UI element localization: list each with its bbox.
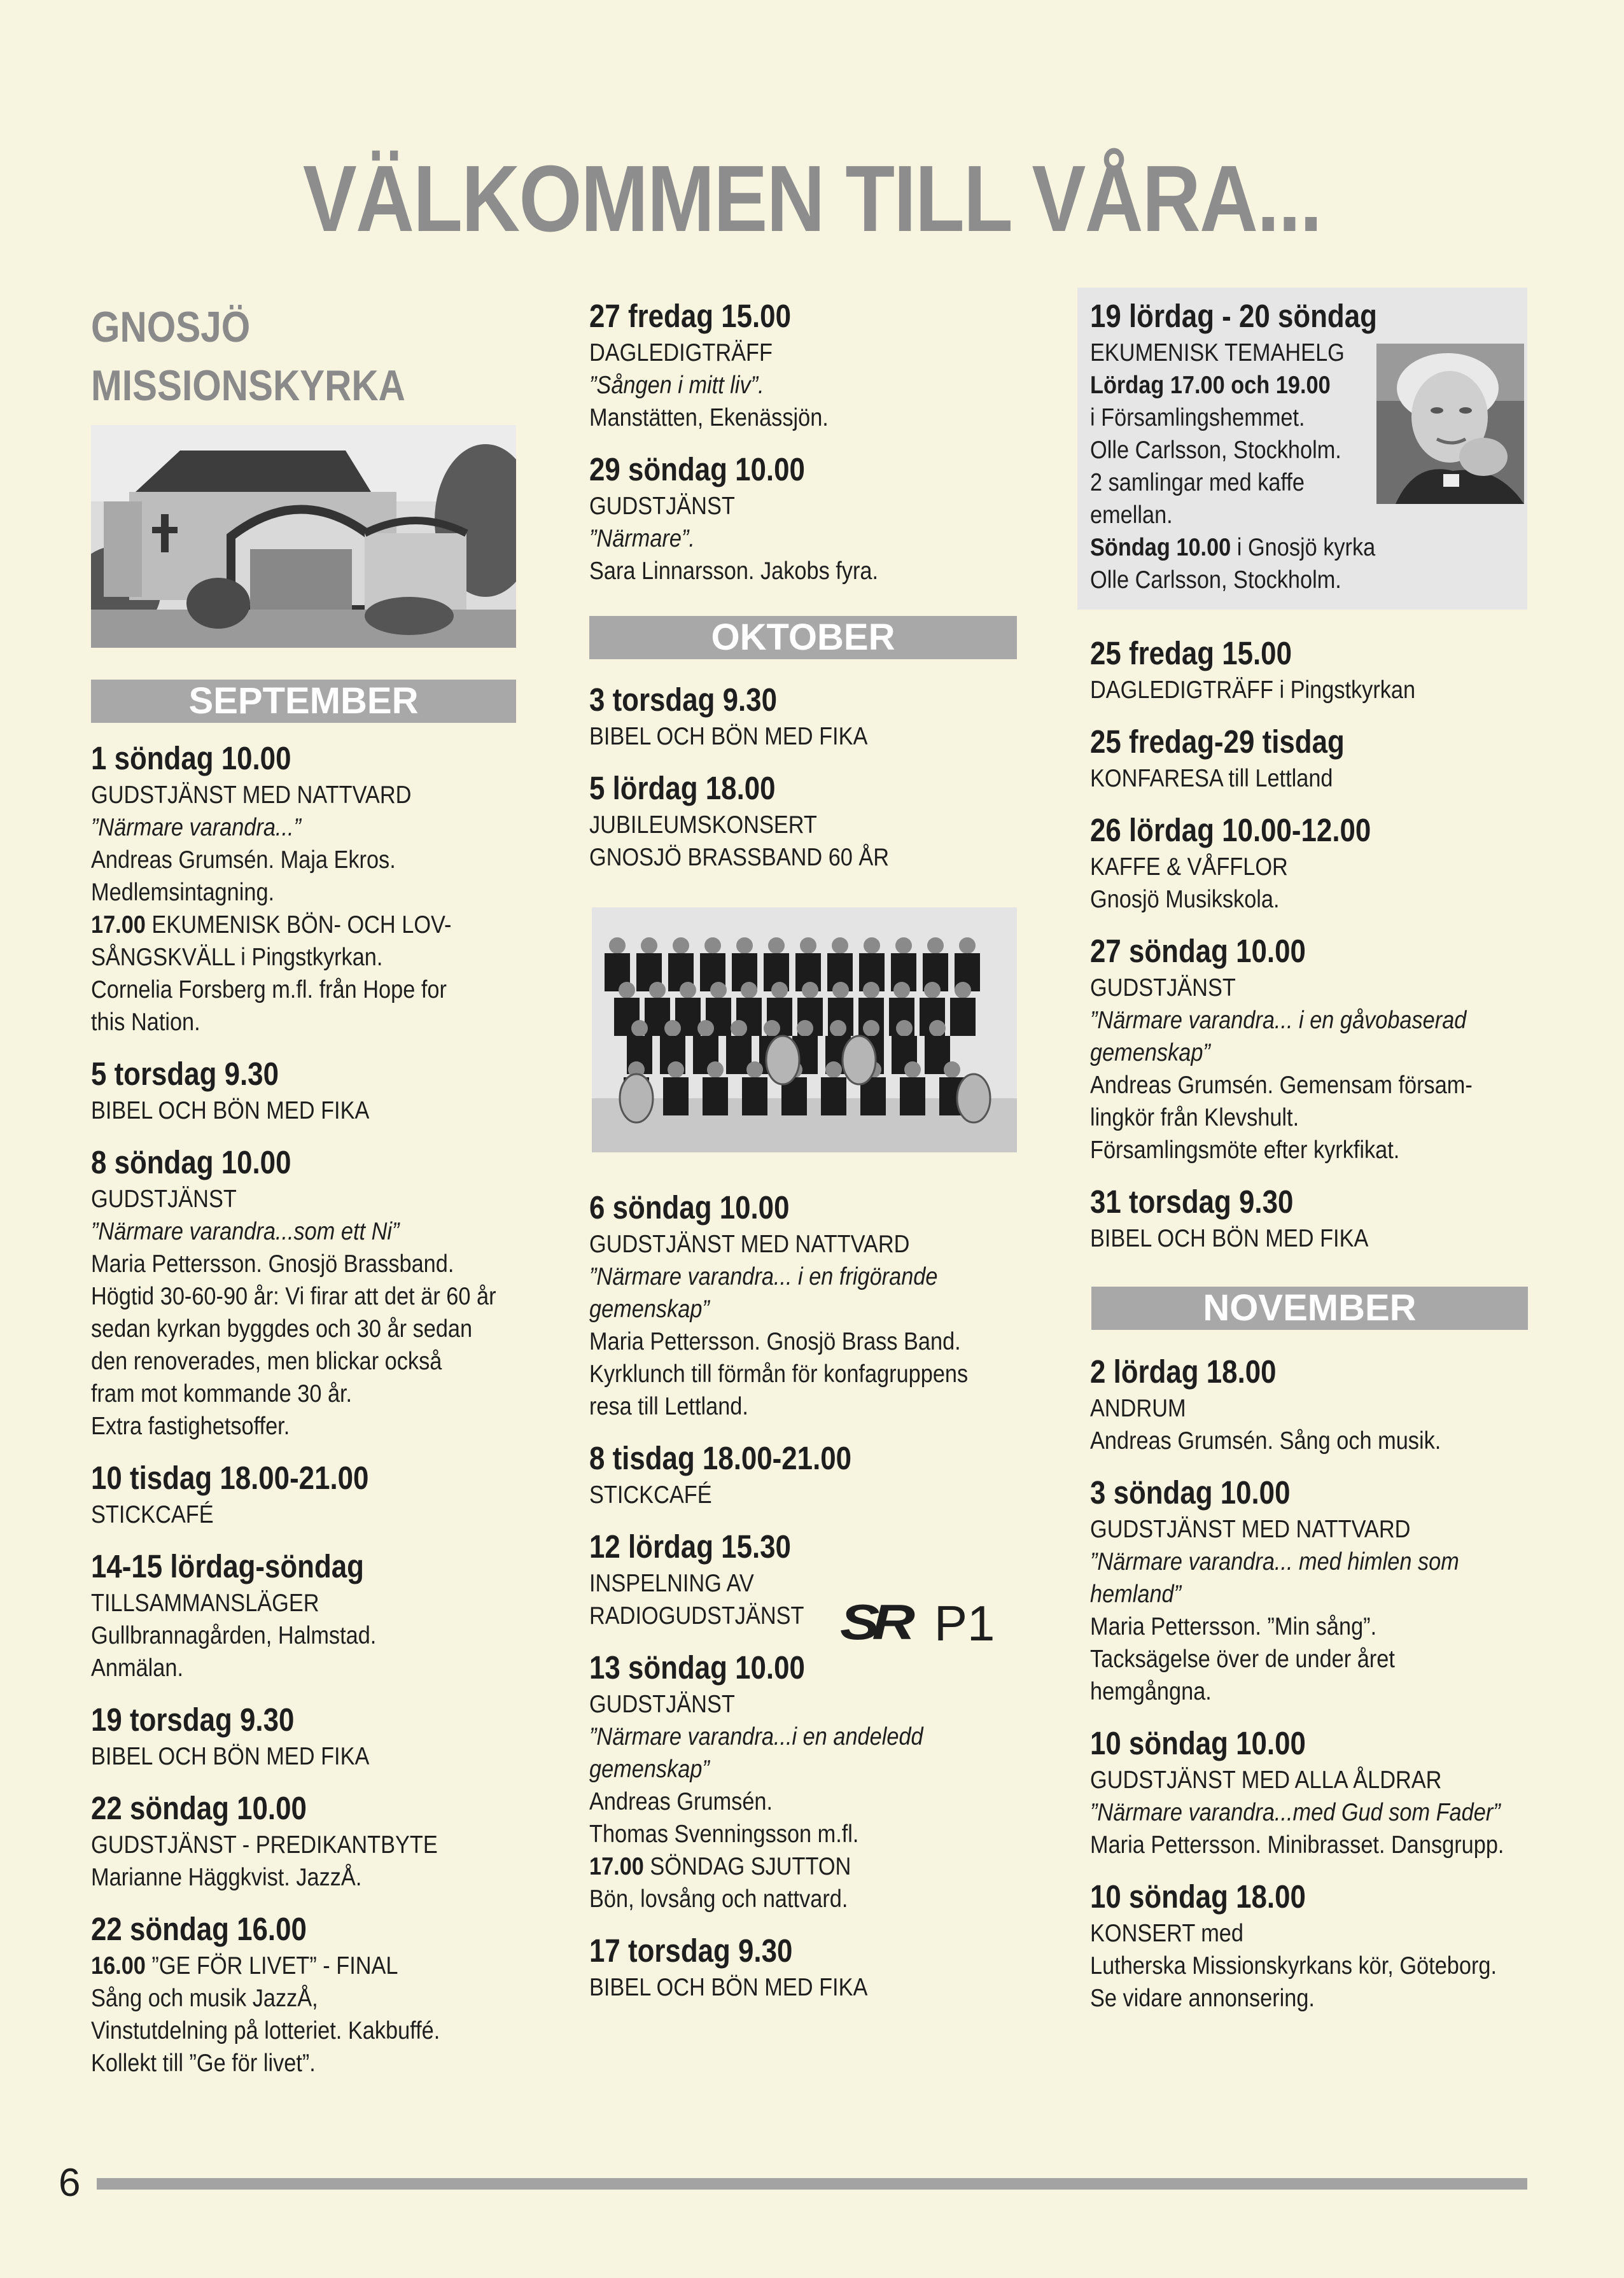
event-heading: 27 söndag 10.00 — [1090, 933, 1306, 969]
event-line — [589, 1479, 981, 1511]
event — [589, 449, 1035, 587]
event-line — [589, 490, 981, 522]
event-heading: 17 torsdag 9.30 — [589, 1932, 793, 1969]
event-text: ”Närmare varandra...i en andeledd — [589, 1723, 923, 1750]
event-text: DAGLEDIGTRÄFF — [589, 339, 773, 367]
event-text: Olle Carlsson, Stockholm. — [1090, 437, 1341, 464]
event-line — [589, 555, 981, 587]
event-line — [91, 1094, 494, 1127]
event-heading: 1 söndag 10.00 — [91, 740, 291, 776]
event-text: Se vidare annonsering. — [1090, 1985, 1315, 2012]
event-text: GUDSTJÄNST - PREDIKANTBYTE — [91, 1831, 438, 1859]
event-line — [589, 1721, 981, 1753]
event-line — [91, 1982, 494, 2015]
event-text: hemland” — [1090, 1581, 1182, 1608]
event-line — [589, 402, 981, 434]
event-text: Sara Linnarsson. Jakobs fyra. — [589, 557, 879, 585]
event-heading: 31 torsdag 9.30 — [1090, 1184, 1294, 1220]
event-heading: 25 fredag 15.00 — [1090, 635, 1292, 671]
event-text: GUDSTJÄNST — [1090, 974, 1236, 1002]
event — [91, 1458, 549, 1531]
event — [1090, 1723, 1536, 1861]
event-line — [589, 809, 981, 841]
event-line — [1090, 883, 1482, 916]
event-text: Gullbrannagården, Halmstad. — [91, 1622, 377, 1649]
event-line — [589, 841, 981, 874]
event-line — [1090, 972, 1482, 1004]
event — [91, 738, 549, 1038]
event-line — [91, 909, 494, 941]
event-line — [589, 1390, 981, 1423]
event-text: TILLSAMMANSLÄGER — [91, 1590, 319, 1617]
event-text: KAFFE & VÅFFLOR — [1090, 853, 1288, 881]
event-text: BIBEL OCH BÖN MED FIKA — [91, 1743, 370, 1770]
event-line — [589, 1850, 981, 1883]
event-text: this Nation. — [91, 1009, 200, 1036]
event-line — [1090, 1764, 1482, 1796]
event-line — [91, 974, 494, 1006]
event — [1090, 1472, 1536, 1708]
event-line — [1090, 337, 1404, 369]
event-text: Gnosjö Musikskola. — [1090, 886, 1280, 913]
event-text: Högtid 30-60-90 år: Vi firar att det är 60 år — [91, 1283, 496, 1310]
event-line — [91, 941, 494, 974]
event-line — [1090, 1829, 1504, 1861]
event-line — [91, 811, 494, 844]
event-text: ”Närmare varandra... i en frigörande — [589, 1263, 938, 1290]
sr-p1-logo — [840, 1594, 995, 1651]
event-text: gemenskap” — [1090, 1039, 1210, 1066]
event-text: ”Närmare”. — [589, 525, 695, 552]
event-line — [91, 1410, 494, 1443]
event-line — [1090, 674, 1482, 706]
event-text: gemenskap” — [589, 1756, 710, 1783]
event-line — [1090, 402, 1404, 434]
event-text: JUBILEUMSKONSERT — [589, 811, 817, 839]
event-text: RADIOGUDSTJÄNST — [589, 1602, 804, 1630]
event-text: Cornelia Forsberg m.fl. från Hope for — [91, 976, 447, 1003]
portrait-photo — [1376, 344, 1524, 504]
event-line — [1090, 1675, 1482, 1708]
event-line — [589, 337, 981, 369]
event-text: ANDRUM — [1090, 1395, 1186, 1422]
event-line — [589, 1228, 981, 1261]
event-line — [1090, 1513, 1482, 1546]
event-text: Manstätten, Ekenässjön. — [589, 404, 829, 431]
event-time: 16.00 — [91, 1952, 146, 1980]
event — [589, 680, 1035, 753]
event-text: EKUMENISK BÖN- OCH LOV- — [145, 911, 452, 939]
event-text: ”Närmare varandra... med himlen som — [1090, 1548, 1459, 1576]
event-text: ”Närmare varandra...” — [91, 814, 301, 841]
event-text: Andreas Grumsén. Gemensam försam- — [1090, 1072, 1473, 1099]
month-oktober: OKTOBER — [589, 616, 1017, 659]
event-line — [1090, 1392, 1482, 1425]
event-text: ”GE FÖR LIVET” - FINAL — [145, 1952, 398, 1980]
event-heading: 19 lördag - 20 söndag — [1090, 298, 1377, 334]
event — [91, 1142, 549, 1443]
event-line — [91, 1950, 494, 1982]
event-line — [1090, 1578, 1482, 1611]
event-heading: 2 lördag 18.00 — [1090, 1353, 1277, 1390]
event-line — [91, 1829, 494, 1861]
event-text: ”Närmare varandra...med Gud som Fader” — [1090, 1799, 1501, 1826]
event-line — [1090, 531, 1404, 564]
event-text: BIBEL OCH BÖN MED FIKA — [1090, 1225, 1369, 1252]
event — [1090, 633, 1536, 706]
event-text: ”Närmare varandra... i en gåvobaserad — [1090, 1007, 1467, 1034]
event-heading: 25 fredag-29 tisdag — [1090, 723, 1345, 760]
event-line — [1090, 1069, 1482, 1101]
event-line — [91, 779, 494, 811]
event-text: ”Närmare varandra...som ett Ni” — [91, 1218, 400, 1245]
event-text: Andreas Grumsén. — [589, 1788, 773, 1815]
event-time: 17.00 — [589, 1853, 644, 1880]
event-line — [91, 1280, 494, 1313]
p1-channel: P1 — [934, 1595, 995, 1651]
event-line — [589, 1753, 981, 1785]
event-line — [589, 1818, 981, 1850]
church-name — [91, 298, 405, 415]
event-line — [1090, 1643, 1482, 1675]
event-line — [1090, 434, 1404, 466]
event-line — [1090, 499, 1404, 531]
event-line — [1090, 1134, 1482, 1166]
event-text: SÅNGSKVÄLL i Pingstkyrkan. — [91, 944, 383, 971]
event-line — [589, 720, 981, 753]
event-text: Tacksägelse över de under året — [1090, 1646, 1395, 1673]
event-line — [1090, 1222, 1482, 1255]
event-heading: 6 söndag 10.00 — [589, 1189, 790, 1226]
event-line — [91, 1248, 494, 1280]
event — [589, 1187, 1035, 1423]
event-heading: 10 söndag 10.00 — [1090, 1725, 1306, 1761]
november-events — [1090, 1352, 1536, 2030]
event-heading: 5 torsdag 9.30 — [91, 1056, 279, 1092]
event-line — [1090, 1611, 1482, 1643]
september-events — [91, 738, 549, 2095]
event-text: GUDSTJÄNST — [91, 1185, 237, 1213]
event-heading: 3 söndag 10.00 — [1090, 1474, 1291, 1511]
event-text: Maria Pettersson. Minibrasset. Dansgrupp. — [1090, 1831, 1504, 1859]
event-line — [1090, 1917, 1482, 1950]
event-text: ”Sången i mitt liv”. — [589, 372, 764, 399]
church-name-line-2: MISSIONSKYRKA — [91, 361, 405, 410]
event-line — [1090, 369, 1404, 402]
event — [1090, 931, 1536, 1166]
event-text: den renoverades, men blickar också — [91, 1348, 442, 1375]
event-line — [91, 2015, 494, 2047]
event-text: 2 samlingar med kaffe — [1090, 469, 1305, 496]
event-text: fram mot kommande 30 år. — [91, 1380, 353, 1408]
event — [91, 1700, 549, 1773]
event-line — [589, 1293, 981, 1325]
event-line — [91, 1006, 494, 1038]
event-text: i Församlingshemmet. — [1090, 404, 1305, 431]
event-text: Maria Pettersson. ”Min sång”. — [1090, 1613, 1377, 1640]
oktober-events — [589, 680, 1035, 889]
church-photo — [91, 425, 516, 648]
event-line — [91, 1313, 494, 1345]
event-line — [1090, 1950, 1497, 1982]
event-heading: 12 lördag 15.30 — [589, 1528, 791, 1565]
event-line — [91, 1587, 494, 1619]
event — [1090, 1876, 1536, 2015]
event-line — [589, 1261, 981, 1293]
event-text: KONSERT med — [1090, 1920, 1243, 1947]
event-heading: 8 tisdag 18.00-21.00 — [589, 1440, 852, 1476]
event-line — [1090, 564, 1404, 596]
event-line — [1090, 1425, 1482, 1457]
brassband-photo — [592, 907, 1017, 1152]
event-line — [589, 522, 981, 555]
event — [589, 1647, 1035, 1915]
event-text: Lutherska Missionskyrkans kör, Göteborg. — [1090, 1952, 1497, 1980]
sr-mark: SR — [840, 1594, 908, 1650]
event-line — [1090, 1982, 1482, 2015]
event-text: hemgångna. — [1090, 1678, 1212, 1705]
event-line — [91, 1652, 494, 1684]
september-events-continued — [589, 296, 1035, 603]
event-line — [1090, 466, 1404, 499]
event-text: GUDSTJÄNST MED ALLA ÅLDRAR — [1090, 1766, 1442, 1794]
event-line — [589, 1325, 981, 1358]
event-line — [589, 1785, 981, 1818]
month-november: NOVEMBER — [1091, 1287, 1528, 1330]
event-heading: 8 söndag 10.00 — [91, 1144, 291, 1180]
event-heading: 27 fredag 15.00 — [589, 298, 791, 334]
event-heading: 3 torsdag 9.30 — [589, 681, 777, 718]
event-line — [91, 1619, 494, 1652]
event — [1090, 810, 1536, 916]
event-text: Maria Pettersson. Gnosjö Brass Band. — [589, 1328, 961, 1355]
event-line — [1090, 762, 1482, 795]
event-line — [91, 2047, 494, 2079]
event-time: Söndag 10.00 — [1090, 534, 1231, 561]
event-line — [589, 1883, 981, 1915]
event-text: KONFARESA till Lettland — [1090, 765, 1333, 792]
event-time: Lördag 17.00 och 19.00 — [1090, 372, 1331, 399]
event-heading: 10 tisdag 18.00-21.00 — [91, 1460, 369, 1496]
month-september: SEPTEMBER — [91, 680, 516, 723]
event-line — [1090, 1004, 1482, 1037]
event-text: GUDSTJÄNST MED NATTVARD — [589, 1231, 910, 1258]
event-text: Anmälan. — [91, 1654, 183, 1682]
church-name-line-1: GNOSJÖ — [91, 303, 251, 351]
page-number: 6 — [59, 2161, 81, 2205]
event — [91, 1546, 549, 1684]
event — [589, 768, 1035, 874]
event-line — [91, 1345, 494, 1378]
event — [589, 1931, 1035, 2004]
event-time: 17.00 — [91, 911, 146, 939]
event — [1090, 1182, 1536, 1255]
event-line — [91, 1861, 494, 1894]
event-text: Marianne Häggkvist. JazzÅ. — [91, 1864, 362, 1891]
bottom-rule — [97, 2178, 1527, 2190]
event-heading: 13 söndag 10.00 — [589, 1649, 805, 1686]
event-text: SÖNDAG SJUTTON — [643, 1853, 851, 1880]
event-text: Församlingsmöte efter kyrkfikat. — [1090, 1136, 1400, 1164]
event-line — [91, 876, 494, 909]
event-line — [1090, 851, 1482, 883]
event-text: GUDSTJÄNST MED NATTVARD — [91, 781, 412, 809]
event-text: BIBEL OCH BÖN MED FIKA — [589, 1974, 868, 2001]
event-text: Extra fastighetsoffer. — [91, 1413, 290, 1440]
event — [589, 1438, 1035, 1511]
event-line — [91, 844, 494, 876]
page-title: VÄLKOMMEN TILL VÅRA... — [302, 146, 1322, 251]
event-line — [589, 1358, 981, 1390]
event-text: STICKCAFÉ — [589, 1481, 712, 1509]
event-line — [1090, 1546, 1482, 1578]
event-line — [91, 1215, 494, 1248]
event-line — [1090, 1101, 1482, 1134]
event-text: BIBEL OCH BÖN MED FIKA — [91, 1097, 370, 1124]
event-text: Thomas Svenningsson m.fl. — [589, 1820, 859, 1848]
event-text: Kyrklunch till förmån för konfagruppens — [589, 1360, 969, 1388]
event — [589, 296, 1035, 434]
event-text: GUDSTJÄNST MED NATTVARD — [1090, 1516, 1411, 1543]
event-line — [589, 369, 981, 402]
event-heading: 5 lördag 18.00 — [589, 770, 776, 806]
event — [1090, 722, 1536, 795]
event-line — [91, 1740, 494, 1773]
event-text: resa till Lettland. — [589, 1393, 748, 1420]
event-heading: 26 lördag 10.00-12.00 — [1090, 812, 1371, 848]
oktober-events-col3 — [1090, 633, 1536, 1270]
event-text: sedan kyrkan byggdes och 30 år sedan — [91, 1315, 473, 1343]
event-text: Bön, lovsång och nattvard. — [589, 1885, 848, 1913]
event-line — [589, 1971, 981, 2004]
event-line — [589, 1567, 981, 1600]
event-heading: 14-15 lördag-söndag — [91, 1548, 364, 1584]
event-heading: 10 söndag 18.00 — [1090, 1878, 1306, 1915]
event-line — [91, 1499, 494, 1531]
event-line — [91, 1183, 494, 1215]
event-text: GUDSTJÄNST — [589, 493, 735, 520]
event-heading: 22 söndag 10.00 — [91, 1790, 307, 1826]
event — [91, 1909, 549, 2079]
event-line — [91, 1378, 494, 1410]
event-heading: 29 söndag 10.00 — [589, 451, 805, 487]
event-text: lingkör från Klevshult. — [1090, 1104, 1299, 1131]
event-line — [1090, 1037, 1482, 1069]
event-text: Vinstutdelning på lotteriet. Kakbuffé. — [91, 2017, 440, 2044]
event-text: i Gnosjö kyrka — [1231, 534, 1376, 561]
event-text: GUDSTJÄNST — [589, 1691, 735, 1718]
event-text: GNOSJÖ BRASSBAND 60 ÅR — [589, 844, 890, 871]
event-text: STICKCAFÉ — [91, 1501, 214, 1528]
event-line — [1090, 1796, 1501, 1829]
event — [91, 1788, 549, 1894]
event-line — [589, 1688, 981, 1721]
event — [91, 1054, 549, 1127]
event-text: Olle Carlsson, Stockholm. — [1090, 566, 1341, 594]
event-heading: 19 torsdag 9.30 — [91, 1702, 295, 1738]
event — [1090, 1352, 1536, 1457]
event-text: Sång och musik JazzÅ, — [91, 1985, 318, 2012]
event-text: gemenskap” — [589, 1296, 710, 1323]
event-text: Maria Pettersson. Gnosjö Brassband. — [91, 1250, 454, 1278]
event-text: Andreas Grumsén. Sång och musik. — [1090, 1427, 1441, 1455]
event-text: INSPELNING AV — [589, 1570, 754, 1597]
event-text: Kollekt till ”Ge för livet”. — [91, 2050, 316, 2077]
event-text: Andreas Grumsén. Maja Ekros. — [91, 846, 396, 874]
event-text: DAGLEDIGTRÄFF i Pingstkyrkan — [1090, 676, 1416, 704]
event-text: Medlemsintagning. — [91, 879, 275, 906]
event-text: EKUMENISK TEMAHELG — [1090, 339, 1345, 367]
event-text: BIBEL OCH BÖN MED FIKA — [589, 723, 868, 750]
event-text: emellan. — [1090, 501, 1173, 529]
event-heading: 22 söndag 16.00 — [91, 1911, 307, 1947]
